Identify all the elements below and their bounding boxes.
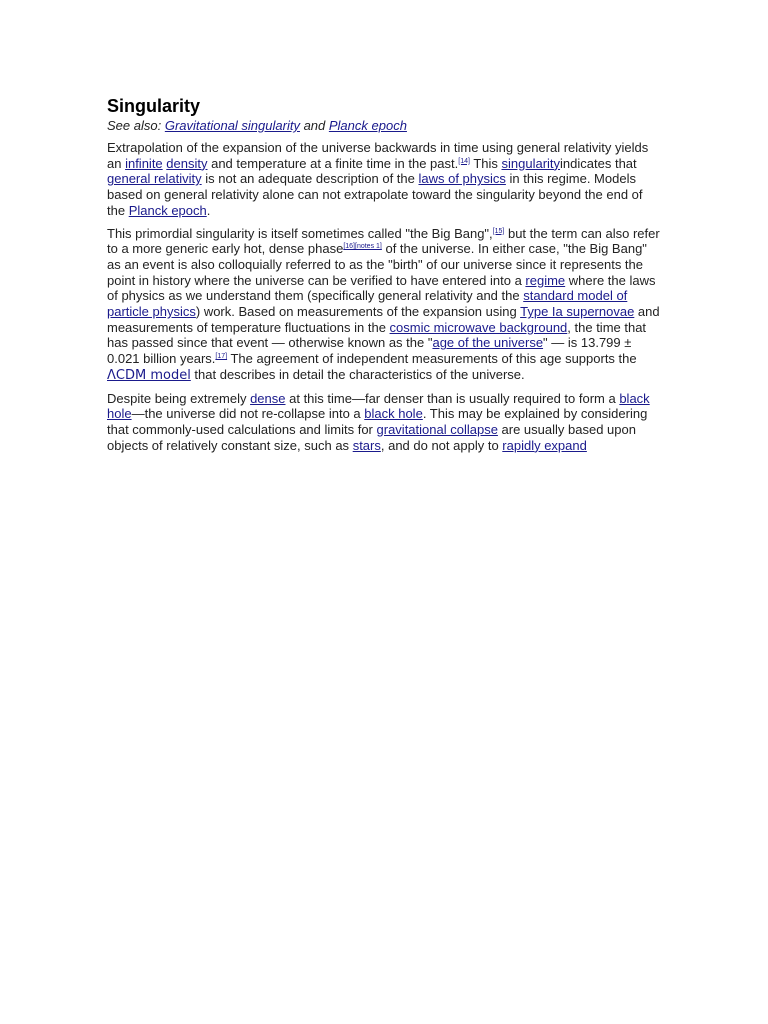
link-laws-of-physics[interactable]: laws of physics bbox=[418, 171, 506, 187]
note-1[interactable]: [notes 1] bbox=[355, 243, 382, 251]
link-gravitational-singularity[interactable]: Gravitational singularity bbox=[164, 118, 300, 133]
p1-text-4: indicates that bbox=[560, 155, 637, 171]
citation-14[interactable]: [14] bbox=[458, 157, 470, 165]
link-density[interactable]: density bbox=[166, 155, 208, 171]
p3-text-3: . This may be explained by considering that commonly-used calculations and limits for bbox=[107, 406, 648, 437]
link-black-hole-1[interactable]: black hole bbox=[107, 390, 650, 422]
citation-14-sup bbox=[458, 158, 470, 165]
link-general-relativity[interactable]: general relativity bbox=[107, 171, 202, 187]
link-rapidly-expand[interactable]: rapidly expand bbox=[502, 437, 587, 453]
article-section bbox=[107, 95, 663, 460]
link-cosmic-microwave-background[interactable]: cosmic microwave background bbox=[389, 319, 568, 335]
p3-text-4: are usually based upon objects of relatively constant size, such as bbox=[107, 421, 636, 453]
citation-17[interactable]: [17] bbox=[215, 353, 228, 361]
p1-text-3: This bbox=[469, 155, 502, 171]
citation-17-sup bbox=[215, 353, 227, 360]
p2-text-7: " — is 13.799 ± 0.021 billion years. bbox=[107, 335, 632, 367]
link-gravitational-collapse[interactable]: gravitational collapse bbox=[376, 421, 498, 437]
p1-text-0: Extrapolation of the expansion of the universe backwards in time using general relativity yields an bbox=[107, 140, 649, 171]
link-regime[interactable]: regime bbox=[525, 272, 566, 288]
link-black-hole-2[interactable]: black hole bbox=[364, 406, 423, 422]
p1-text-7: . bbox=[206, 202, 211, 218]
paragraph-2 bbox=[107, 226, 663, 384]
p3-text-2: —the universe did not re-collapse into a bbox=[131, 406, 365, 422]
link-age-of-the-universe[interactable]: age of the universe bbox=[432, 335, 544, 351]
section-heading: Singularity bbox=[107, 96, 201, 116]
citation-15-sup bbox=[493, 228, 505, 235]
p3-text-5: , and do not apply to bbox=[380, 437, 503, 453]
link-type-ia-supernovae[interactable]: Type Ia supernovae bbox=[520, 304, 635, 320]
p2-text-4: ) work. Based on measurements of the expansion using bbox=[195, 304, 521, 320]
citation-16[interactable]: [16] bbox=[343, 243, 355, 251]
p1-text-2: and temperature at a finite time in the past. bbox=[207, 155, 459, 171]
link-singularity[interactable]: singularity bbox=[501, 155, 561, 171]
p3-text-0: Despite being extremely bbox=[107, 390, 251, 406]
paragraph-3 bbox=[107, 391, 663, 454]
see-also-and: and bbox=[299, 118, 329, 133]
link-infinite[interactable]: infinite bbox=[125, 155, 163, 171]
link-standard-model[interactable]: standard model of particle physics bbox=[107, 288, 628, 320]
p2-text-6: , the time that has passed since that event — otherwise known as the " bbox=[107, 319, 647, 351]
citation-15[interactable]: [15] bbox=[492, 227, 505, 235]
p1-text-6: in this regime. Models based on general relativity alone can not extrapolate toward the singularity beyond the end of the bbox=[107, 171, 643, 218]
note-1-sup bbox=[355, 243, 382, 250]
p2-text-9: that describes in detail the characteristics of the universe. bbox=[190, 366, 525, 382]
p2-text-2: of the universe. In either case, "the Big Bang" as an event is also colloquially referred to as the "birth" of our universe since it represents the point in history where the universe can be verified to have entered into a bbox=[107, 241, 647, 288]
link-lambda-cdm-model[interactable]: ΛCDM model bbox=[107, 367, 191, 383]
link-planck-epoch[interactable]: Planck epoch bbox=[128, 202, 207, 218]
link-stars[interactable]: stars bbox=[352, 437, 381, 453]
link-dense[interactable]: dense bbox=[250, 390, 286, 406]
p3-text-1: at this time—far denser than is usually required to form a bbox=[285, 390, 620, 406]
link-planck-epoch-hatnote[interactable]: Planck epoch bbox=[328, 118, 407, 133]
p2-text-8: The agreement of independent measurements of this age supports the bbox=[227, 351, 637, 367]
paragraph-1 bbox=[107, 140, 663, 219]
see-also-prefix: See also: bbox=[107, 118, 165, 133]
p2-text-1: but the term can also refer to a more generic early hot, dense phase bbox=[107, 225, 660, 257]
see-also-hatnote bbox=[107, 117, 663, 134]
p2-text-0: This primordial singularity is itself sometimes called "the Big Bang", bbox=[107, 225, 493, 241]
citation-16-sup bbox=[343, 243, 355, 250]
p2-text-3: where the laws of physics as we understand them (specifically general relativity and the bbox=[107, 272, 656, 304]
p2-text-5: and measurements of temperature fluctuations in the bbox=[107, 304, 660, 335]
p1-text-5: is not an adequate description of the bbox=[201, 171, 419, 187]
